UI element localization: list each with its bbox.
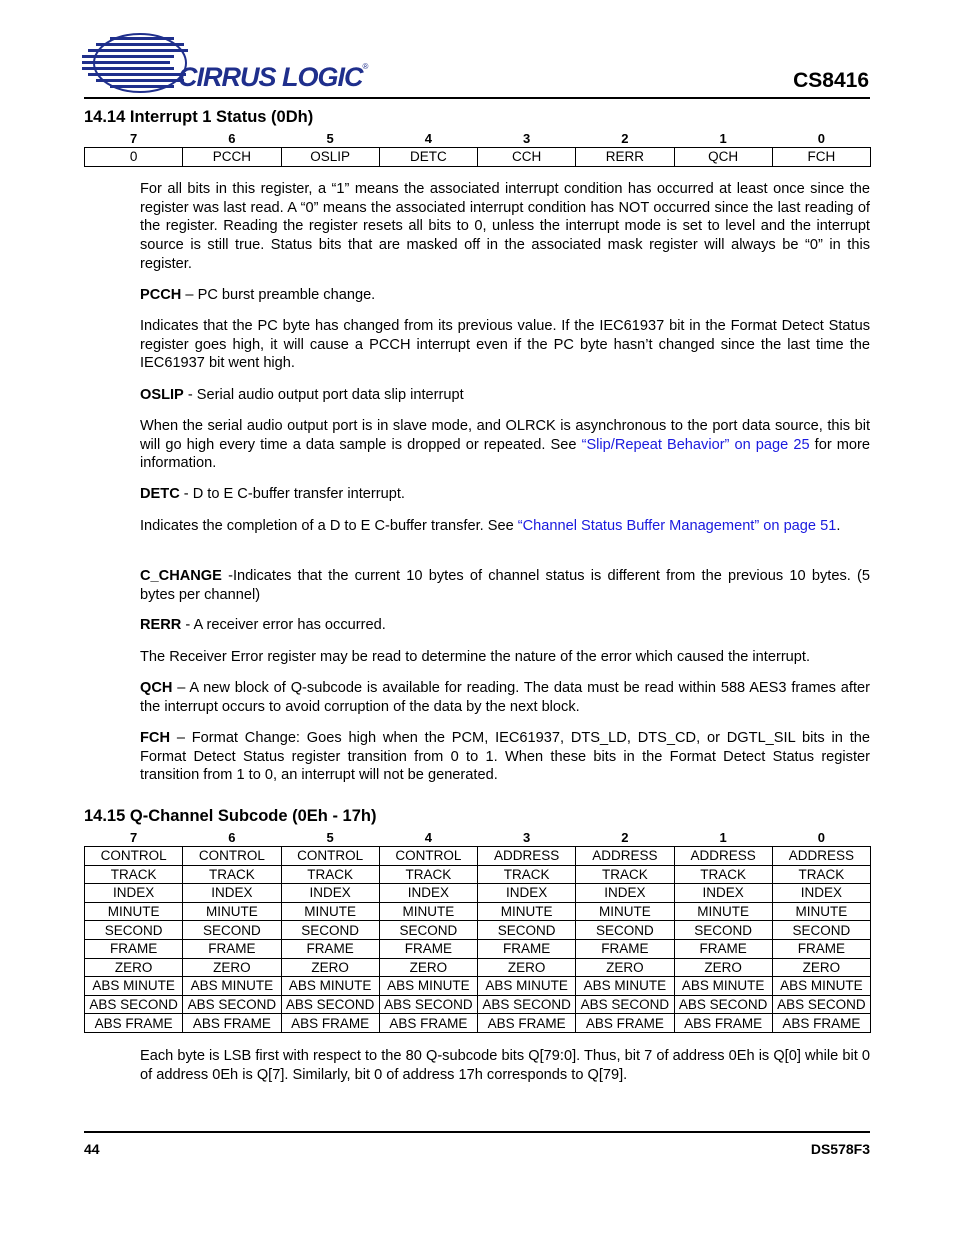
table-cell: TRACK: [281, 865, 379, 884]
bit-header: 3: [523, 131, 531, 146]
section-title-interrupt-1-status: 14.14 Interrupt 1 Status (0Dh): [84, 108, 314, 126]
bit-header: 4: [424, 131, 432, 146]
table-cell: ABS FRAME: [85, 1014, 183, 1033]
table-cell: ABS FRAME: [281, 1014, 379, 1033]
paragraph-text: for more information.: [140, 436, 871, 472]
bit-cell: FCH: [772, 148, 870, 167]
table-cell: CONTROL: [85, 847, 183, 866]
table-cell: ABS FRAME: [772, 1014, 870, 1033]
bit-header: 2: [621, 830, 629, 845]
field-name: FCH: [140, 730, 170, 746]
table-cell: ABS FRAME: [576, 1014, 674, 1033]
table-cell: ABS SECOND: [674, 995, 772, 1014]
intro-paragraph: For all bits in this register, a “1” means the associated interrupt condition has occurred at least once since the register was last read. A “0” means the associated interrupt condition has NOT occurred since the last reading of the register. Reading the register resets all bits to 0, unless the interrupt mode is set to level and the interrupt source is still true. Status bits that are masked off in the associated mask register will always be “0” in this register.: [140, 181, 870, 272]
table-cell: INDEX: [772, 884, 870, 903]
field-description: - D to E C-buffer transfer interrupt.: [179, 486, 405, 502]
table-cell: INDEX: [183, 884, 281, 903]
table-cell: ZERO: [674, 958, 772, 977]
table-row: [85, 847, 871, 866]
table-cell: ZERO: [183, 958, 281, 977]
table-cell: CONTROL: [281, 847, 379, 866]
pcch-definition: [140, 286, 870, 305]
field-name: C_CHANGE: [140, 568, 222, 584]
table-cell: ZERO: [379, 958, 477, 977]
bit-header: 1: [719, 131, 727, 146]
bit-header: 3: [523, 830, 531, 845]
table-cell: SECOND: [674, 921, 772, 940]
table-cell: ADDRESS: [576, 847, 674, 866]
table-row: [85, 148, 871, 167]
page-number: 44: [84, 1141, 100, 1157]
table-cell: ABS SECOND: [183, 995, 281, 1014]
table-cell: MINUTE: [478, 902, 576, 921]
table-cell: MINUTE: [379, 902, 477, 921]
table-cell: INDEX: [674, 884, 772, 903]
table-cell: INDEX: [281, 884, 379, 903]
field-description: – Format Change: Goes high when the PCM, IEC61937, DTS_LD, DTS_CD, or DGTL_SIL bits in the Format Detect Status register transition from 0 to 1. When these bits in the Format Detect Status register transition from 1 to 0, an interrupt will not be generated.: [140, 730, 870, 784]
detc-detail: [140, 517, 870, 536]
table-cell: TRACK: [478, 865, 576, 884]
table-row: [85, 977, 871, 996]
table-row: [85, 1014, 871, 1033]
table-cell: ADDRESS: [478, 847, 576, 866]
field-description: – PC burst preamble change.: [181, 287, 376, 303]
table-cell: ZERO: [772, 958, 870, 977]
bit-cell: QCH: [674, 148, 772, 167]
table-cell: ZERO: [576, 958, 674, 977]
table-cell: ABS MINUTE: [674, 977, 772, 996]
table-cell: FRAME: [281, 939, 379, 958]
table-cell: ADDRESS: [674, 847, 772, 866]
paragraph-text: .: [836, 518, 841, 534]
table-row: [85, 921, 871, 940]
oslip-definition: [140, 386, 870, 405]
table-cell: ABS SECOND: [85, 995, 183, 1014]
table-row: [85, 958, 871, 977]
table-cell: ADDRESS: [772, 847, 870, 866]
table-cell: ABS MINUTE: [576, 977, 674, 996]
table-cell: ABS MINUTE: [281, 977, 379, 996]
bit-cell: OSLIP: [281, 148, 379, 167]
qch-definition: [140, 679, 870, 716]
table-row: [85, 902, 871, 921]
table-cell: TRACK: [674, 865, 772, 884]
field-description: - Serial audio output port data slip interrupt: [183, 387, 464, 403]
field-name: QCH: [140, 680, 173, 696]
field-name: PCCH: [140, 287, 182, 303]
table-cell: ABS MINUTE: [183, 977, 281, 996]
q-channel-subcode-register-table: [84, 829, 871, 1033]
document-id: DS578F3: [810, 1141, 870, 1157]
table-cell: SECOND: [772, 921, 870, 940]
table-cell: ABS SECOND: [772, 995, 870, 1014]
bit-header: 5: [326, 131, 334, 146]
q-subcode-note: Each byte is LSB first with respect to the 80 Q-subcode bits Q[79:0]. Thus, bit 7 of address 0Eh is Q[0] while bit 0 of address 0Eh is Q[7]. Similarly, bit 0 of address 17h corresponds to Q[79].: [140, 1048, 870, 1083]
table-cell: ABS SECOND: [281, 995, 379, 1014]
bit-header: 7: [130, 830, 138, 845]
table-cell: FRAME: [772, 939, 870, 958]
table-cell: INDEX: [379, 884, 477, 903]
table-cell: SECOND: [379, 921, 477, 940]
table-cell: TRACK: [183, 865, 281, 884]
rerr-detail: The Receiver Error register may be read to determine the nature of the error which caused the interrupt.: [140, 649, 811, 665]
oslip-detail: [140, 417, 870, 473]
table-cell: ABS SECOND: [576, 995, 674, 1014]
table-cell: CONTROL: [183, 847, 281, 866]
table-cell: INDEX: [478, 884, 576, 903]
table-cell: TRACK: [576, 865, 674, 884]
bit-header: 1: [719, 830, 727, 845]
table-cell: ABS MINUTE: [772, 977, 870, 996]
table-cell: MINUTE: [183, 902, 281, 921]
bit-header: 6: [228, 131, 236, 146]
table-cell: ZERO: [478, 958, 576, 977]
table-cell: FRAME: [576, 939, 674, 958]
channel-status-buffer-link[interactable]: “Channel Status Buffer Management” on page 51: [517, 518, 837, 534]
detc-definition: [140, 485, 870, 504]
table-cell: MINUTE: [85, 902, 183, 921]
field-description: -Indicates that the current 10 bytes of channel status is different from the previous 10 bytes. (5 bytes per channel): [140, 568, 870, 603]
table-cell: TRACK: [772, 865, 870, 884]
bit-cell: DETC: [379, 148, 477, 167]
c-change-definition: [140, 567, 870, 604]
table-cell: ABS MINUTE: [85, 977, 183, 996]
table-row: [85, 995, 871, 1014]
bit-header-row: [85, 829, 871, 847]
table-cell: ABS FRAME: [379, 1014, 477, 1033]
table-cell: FRAME: [379, 939, 477, 958]
table-cell: ABS SECOND: [379, 995, 477, 1014]
bit-cell: 0: [85, 148, 183, 167]
table-cell: MINUTE: [674, 902, 772, 921]
bit-header-row: [85, 130, 871, 148]
fch-definition: [140, 729, 870, 785]
q-channel-table-body: [85, 847, 871, 1033]
slip-repeat-behavior-link[interactable]: “Slip/Repeat Behavior” on page 25: [581, 436, 810, 453]
rerr-definition: [140, 616, 870, 635]
part-number: CS8416: [793, 69, 869, 92]
table-cell: ABS FRAME: [478, 1014, 576, 1033]
table-cell: SECOND: [478, 921, 576, 940]
table-cell: ABS FRAME: [183, 1014, 281, 1033]
table-cell: TRACK: [379, 865, 477, 884]
table-cell: SECOND: [576, 921, 674, 940]
table-cell: SECOND: [281, 921, 379, 940]
table-cell: ABS MINUTE: [379, 977, 477, 996]
table-row: [85, 884, 871, 903]
bit-cell: RERR: [576, 148, 674, 167]
bit-header: 2: [621, 131, 629, 146]
paragraph-text: Indicates the completion of a D to E C-buffer transfer. See: [140, 518, 518, 534]
bit-cell: PCCH: [183, 148, 281, 167]
table-cell: ABS SECOND: [478, 995, 576, 1014]
footer-divider: [84, 1131, 870, 1133]
table-cell: ABS MINUTE: [478, 977, 576, 996]
table-cell: ZERO: [281, 958, 379, 977]
table-cell: ZERO: [85, 958, 183, 977]
table-cell: INDEX: [576, 884, 674, 903]
table-cell: INDEX: [85, 884, 183, 903]
table-cell: FRAME: [183, 939, 281, 958]
table-cell: MINUTE: [576, 902, 674, 921]
logo-wordmark: CIRRUS LOGIC®: [178, 62, 368, 92]
field-name: RERR: [140, 617, 182, 633]
table-cell: ABS FRAME: [674, 1014, 772, 1033]
field-name: OSLIP: [140, 387, 184, 403]
bit-header: 7: [130, 131, 138, 146]
table-cell: SECOND: [85, 921, 183, 940]
table-cell: MINUTE: [281, 902, 379, 921]
table-cell: FRAME: [478, 939, 576, 958]
table-cell: MINUTE: [772, 902, 870, 921]
table-cell: FRAME: [85, 939, 183, 958]
field-description: – A new block of Q-subcode is available for reading. The data must be read within 588 AES3 frames after the interrupt occurs to avoid corruption of the data by the next block.: [140, 680, 870, 715]
table-row: [85, 865, 871, 884]
table-cell: TRACK: [85, 865, 183, 884]
bit-header: 0: [817, 830, 825, 845]
bit-header: 0: [817, 131, 825, 146]
bit-header: 5: [326, 830, 334, 845]
interrupt-1-status-register-table: [84, 130, 871, 167]
table-row: [85, 939, 871, 958]
field-name: DETC: [140, 486, 180, 502]
paragraph-text: When the serial audio output port is in slave mode, and OLRCK is asynchronous to the port data source, this bit will go high every time a data sample is dropped or repeated. See: [140, 418, 870, 453]
bit-header: 4: [424, 830, 432, 845]
pcch-detail: Indicates that the PC byte has changed from its previous value. If the IEC61937 bit in the Format Detect Status register goes high, it will cause a PCCH interrupt even if the PC byte hasn’t changed since the last time the IEC61937 bit went high.: [140, 318, 870, 372]
field-description: - A receiver error has occurred.: [181, 617, 386, 633]
table-cell: CONTROL: [379, 847, 477, 866]
table-cell: SECOND: [183, 921, 281, 940]
bit-cell: CCH: [478, 148, 576, 167]
header-divider: [84, 97, 870, 99]
table-cell: FRAME: [674, 939, 772, 958]
section-title-q-channel-subcode: 14.15 Q-Channel Subcode (0Eh - 17h): [84, 807, 377, 825]
bit-header: 6: [228, 830, 236, 845]
